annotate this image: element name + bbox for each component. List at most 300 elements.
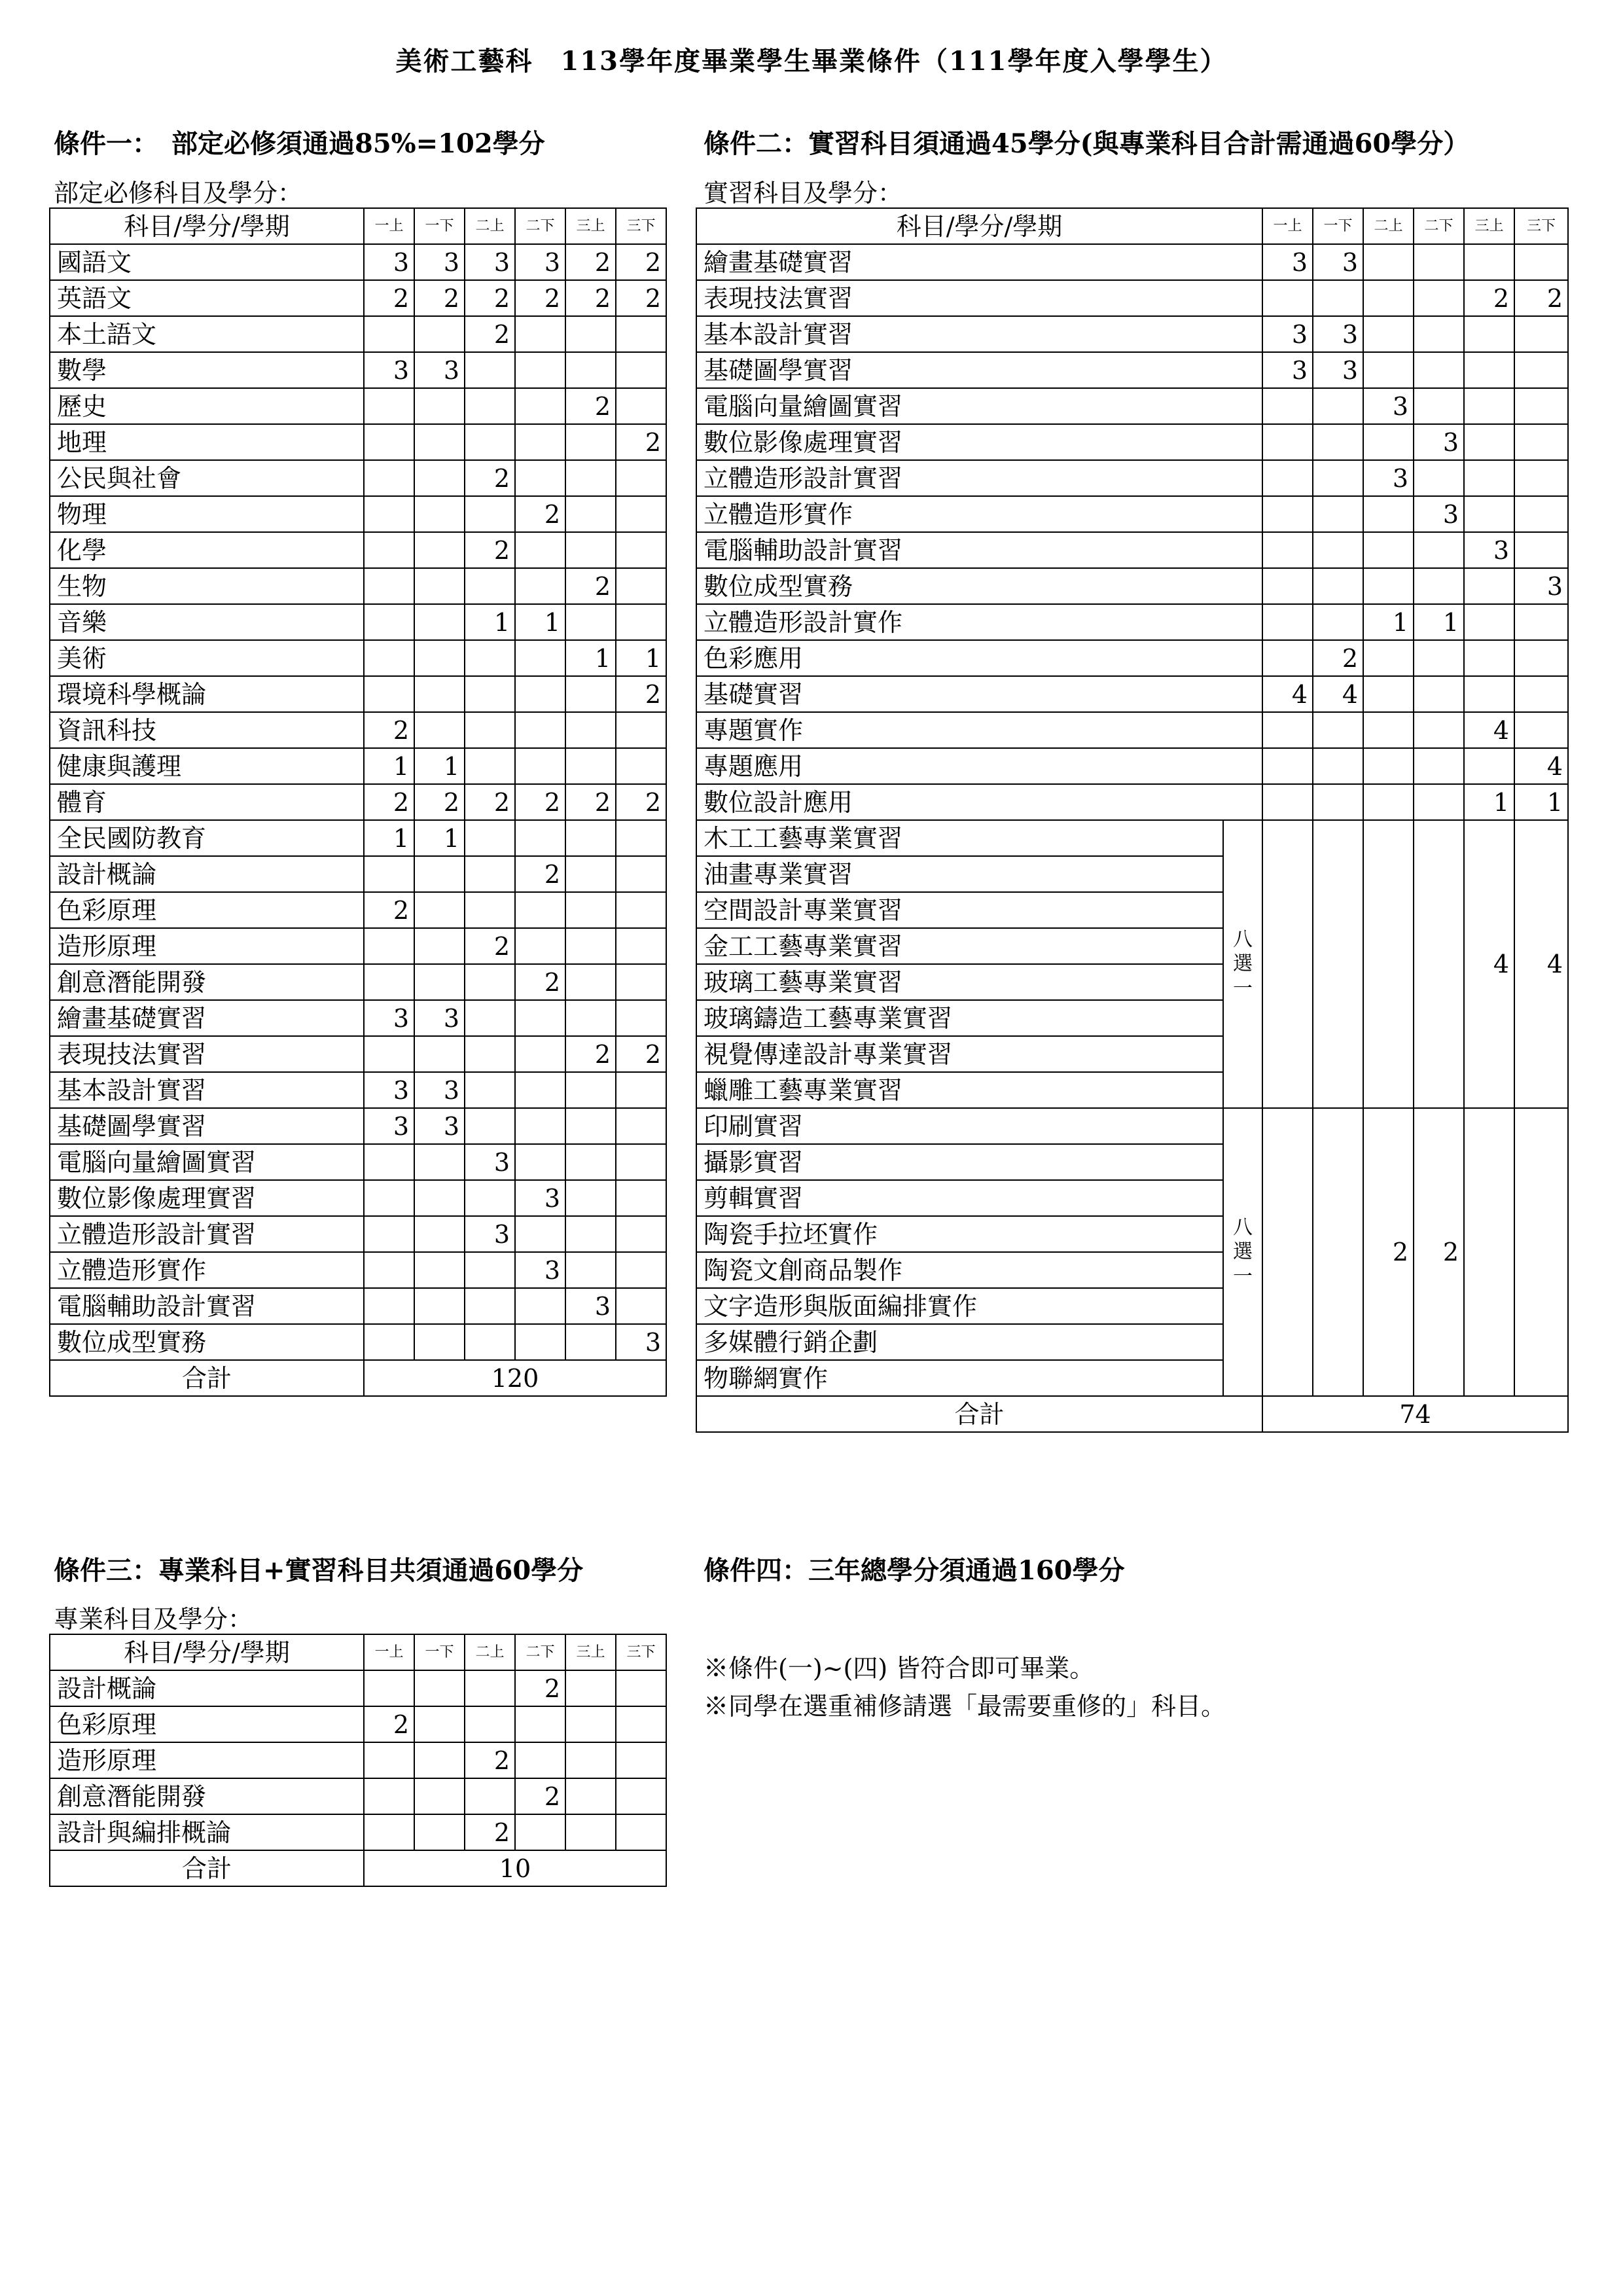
table-row xyxy=(50,928,666,964)
table-row xyxy=(50,784,666,820)
credit-cell: 1 xyxy=(364,748,414,784)
course-name-cell: 油畫專業實習 xyxy=(696,856,1223,892)
table-row xyxy=(50,640,666,676)
credit-cell xyxy=(616,460,666,496)
table-row xyxy=(50,460,666,496)
credit-cell xyxy=(565,928,616,964)
credit-cell xyxy=(1262,460,1313,496)
credit-cell: 3 xyxy=(1514,568,1568,604)
credit-cell xyxy=(465,1072,515,1108)
credit-cell xyxy=(1363,676,1414,712)
credit-cell: 3 xyxy=(1313,316,1363,352)
course-name-cell: 陶瓷手拉坯實作 xyxy=(696,1216,1223,1252)
credit-cell: 4 xyxy=(1464,712,1514,748)
credit-cell xyxy=(1464,568,1514,604)
condition-4-heading: 條件四：三年總學分須通過160學分 xyxy=(704,1555,1125,1586)
table-row xyxy=(50,1324,666,1360)
credit-cell: 3 xyxy=(364,352,414,388)
course-name-cell: 數位成型實務 xyxy=(696,568,1262,604)
credit-cell xyxy=(465,676,515,712)
credit-cell xyxy=(1514,1108,1568,1396)
credit-cell xyxy=(1313,1108,1363,1396)
course-name-cell: 全民國防教育 xyxy=(50,820,364,856)
credit-cell xyxy=(616,1252,666,1288)
header-subject-cell: 科目/學分/學期 xyxy=(696,208,1262,244)
credit-cell: 2 xyxy=(465,1742,515,1778)
course-name-cell: 木工工藝專業實習 xyxy=(696,820,1223,856)
credit-cell xyxy=(465,352,515,388)
credit-cell: 2 xyxy=(465,532,515,568)
credit-cell xyxy=(515,640,565,676)
header-semester-cell: 一上 xyxy=(1262,208,1313,244)
table-row xyxy=(696,748,1568,784)
credit-cell xyxy=(1464,244,1514,280)
credit-cell xyxy=(1262,424,1313,460)
credit-cell xyxy=(414,424,465,460)
credit-cell xyxy=(1414,640,1464,676)
course-name-cell: 歷史 xyxy=(50,388,364,424)
header-semester-cell: 二上 xyxy=(465,208,515,244)
credit-cell xyxy=(1464,424,1514,460)
credit-cell xyxy=(1363,820,1414,1108)
header-semester-cell: 一下 xyxy=(414,208,465,244)
credit-cell xyxy=(616,892,666,928)
credit-cell: 1 xyxy=(465,604,515,640)
table-row xyxy=(696,352,1568,388)
table-row xyxy=(696,496,1568,532)
required-courses-table xyxy=(49,207,667,1397)
credit-cell xyxy=(616,1072,666,1108)
condition-1-caption: 部定必修科目及學分： xyxy=(54,179,303,207)
condition-3-heading: 條件三：專業科目+實習科目共須通過60學分 xyxy=(54,1555,584,1586)
credit-cell xyxy=(565,1670,616,1706)
table-row xyxy=(50,496,666,532)
credit-cell xyxy=(565,460,616,496)
credit-cell xyxy=(565,1814,616,1850)
course-name-cell: 電腦向量繪圖實習 xyxy=(696,388,1262,424)
table-header-row xyxy=(50,1634,666,1670)
credit-cell xyxy=(414,532,465,568)
credit-cell: 1 xyxy=(1363,604,1414,640)
course-name-cell: 專題應用 xyxy=(696,748,1262,784)
credit-cell: 3 xyxy=(515,244,565,280)
course-name-cell: 數位影像處理實習 xyxy=(50,1180,364,1216)
credit-cell xyxy=(414,1144,465,1180)
credit-cell xyxy=(414,856,465,892)
credit-cell xyxy=(465,1288,515,1324)
credit-cell xyxy=(565,1144,616,1180)
credit-cell xyxy=(1464,676,1514,712)
table-row xyxy=(696,676,1568,712)
course-name-cell: 創意潛能開發 xyxy=(50,964,364,1000)
table-row xyxy=(50,604,666,640)
course-name-cell: 英語文 xyxy=(50,280,364,316)
credit-cell xyxy=(1313,748,1363,784)
course-name-cell: 化學 xyxy=(50,532,364,568)
table-row xyxy=(50,1670,666,1706)
credit-cell xyxy=(414,388,465,424)
credit-cell: 4 xyxy=(1313,676,1363,712)
credit-cell xyxy=(515,1072,565,1108)
credit-cell: 1 xyxy=(364,820,414,856)
credit-cell xyxy=(1414,748,1464,784)
credit-cell xyxy=(565,1108,616,1144)
credit-cell xyxy=(1262,748,1313,784)
credit-cell xyxy=(1262,640,1313,676)
condition-2-heading: 條件二：實習科目須通過45學分(與專業科目合計需通過60學分） xyxy=(704,128,1470,159)
credit-cell: 2 xyxy=(515,856,565,892)
course-name-cell: 音樂 xyxy=(50,604,364,640)
header-semester-cell: 一下 xyxy=(1313,208,1363,244)
course-name-cell: 視覺傳達設計專業實習 xyxy=(696,1036,1223,1072)
course-name-cell: 資訊科技 xyxy=(50,712,364,748)
credit-cell xyxy=(1262,280,1313,316)
credit-cell xyxy=(465,1108,515,1144)
credit-cell: 2 xyxy=(465,316,515,352)
credit-cell xyxy=(565,1324,616,1360)
table-row xyxy=(50,820,666,856)
credit-cell xyxy=(1313,496,1363,532)
credit-cell: 2 xyxy=(364,1706,414,1742)
credit-cell xyxy=(616,1742,666,1778)
credit-cell: 2 xyxy=(515,784,565,820)
credit-cell: 4 xyxy=(1514,820,1568,1108)
credit-cell xyxy=(515,1814,565,1850)
course-name-cell: 數位設計應用 xyxy=(696,784,1262,820)
credit-cell xyxy=(565,964,616,1000)
course-name-cell: 地理 xyxy=(50,424,364,460)
credit-cell xyxy=(1514,640,1568,676)
credit-cell xyxy=(1262,784,1313,820)
credit-cell xyxy=(515,892,565,928)
credit-cell xyxy=(364,856,414,892)
table-row xyxy=(50,352,666,388)
practice-courses-table xyxy=(696,207,1569,1433)
credit-cell xyxy=(1313,568,1363,604)
credit-cell xyxy=(565,748,616,784)
credit-cell xyxy=(1313,784,1363,820)
course-name-cell: 體育 xyxy=(50,784,364,820)
credit-cell xyxy=(565,1252,616,1288)
course-name-cell: 數學 xyxy=(50,352,364,388)
table-row xyxy=(50,1288,666,1324)
credit-cell xyxy=(1313,604,1363,640)
credit-cell: 1 xyxy=(1464,784,1514,820)
credit-cell xyxy=(465,856,515,892)
credit-cell xyxy=(565,496,616,532)
credit-cell xyxy=(1514,496,1568,532)
credit-cell xyxy=(1414,784,1464,820)
course-name-cell: 創意潛能開發 xyxy=(50,1778,364,1814)
credit-cell xyxy=(1414,280,1464,316)
credit-cell xyxy=(616,1706,666,1742)
credit-cell xyxy=(1514,352,1568,388)
credit-cell xyxy=(414,1252,465,1288)
credit-cell xyxy=(465,1000,515,1036)
credit-cell xyxy=(565,820,616,856)
course-name-cell: 玻璃鑄造工藝專業實習 xyxy=(696,1000,1223,1036)
table-row xyxy=(696,424,1568,460)
table-row xyxy=(50,1814,666,1850)
credit-cell xyxy=(364,460,414,496)
credit-cell: 1 xyxy=(1514,784,1568,820)
course-name-cell: 美術 xyxy=(50,640,364,676)
note-line: ※同學在選重補修請選「最需要重修的」科目。 xyxy=(704,1692,1226,1721)
credit-cell: 3 xyxy=(1363,460,1414,496)
credit-cell xyxy=(364,1814,414,1850)
credit-cell xyxy=(465,388,515,424)
credit-cell xyxy=(1262,388,1313,424)
course-name-cell: 國語文 xyxy=(50,244,364,280)
credit-cell xyxy=(616,1000,666,1036)
credit-cell xyxy=(616,1180,666,1216)
credit-cell: 1 xyxy=(414,748,465,784)
credit-cell xyxy=(565,316,616,352)
credit-cell: 3 xyxy=(1262,316,1313,352)
total-label-cell: 合計 xyxy=(696,1396,1262,1432)
total-value-cell: 120 xyxy=(364,1360,666,1396)
credit-cell xyxy=(414,1706,465,1742)
table-row xyxy=(50,712,666,748)
course-name-cell: 立體造形實作 xyxy=(50,1252,364,1288)
credit-cell: 2 xyxy=(364,784,414,820)
credit-cell xyxy=(1414,352,1464,388)
table-row xyxy=(696,316,1568,352)
credit-cell xyxy=(465,568,515,604)
credit-cell: 2 xyxy=(616,784,666,820)
credit-cell xyxy=(515,820,565,856)
credit-cell xyxy=(1414,820,1464,1108)
credit-cell xyxy=(616,496,666,532)
table-row xyxy=(50,1216,666,1252)
credit-cell xyxy=(616,928,666,964)
credit-cell: 2 xyxy=(1313,640,1363,676)
credit-cell: 3 xyxy=(1464,532,1514,568)
credit-cell xyxy=(565,892,616,928)
header-semester-cell: 三上 xyxy=(565,1634,616,1670)
credit-cell xyxy=(465,1778,515,1814)
course-name-cell: 色彩原理 xyxy=(50,892,364,928)
credit-cell xyxy=(565,424,616,460)
credit-cell xyxy=(616,1670,666,1706)
credit-cell xyxy=(1514,532,1568,568)
credit-cell xyxy=(565,352,616,388)
credit-cell: 3 xyxy=(364,1000,414,1036)
table-row xyxy=(696,388,1568,424)
credit-cell: 3 xyxy=(1414,496,1464,532)
credit-cell xyxy=(1414,532,1464,568)
credit-cell xyxy=(414,1670,465,1706)
credit-cell xyxy=(465,964,515,1000)
table-row xyxy=(50,532,666,568)
course-name-cell: 色彩原理 xyxy=(50,1706,364,1742)
credit-cell: 4 xyxy=(1262,676,1313,712)
credit-cell xyxy=(1262,820,1313,1108)
credit-cell xyxy=(616,1778,666,1814)
credit-cell xyxy=(465,1252,515,1288)
credit-cell xyxy=(364,640,414,676)
course-name-cell: 表現技法實習 xyxy=(50,1036,364,1072)
credit-cell: 3 xyxy=(616,1324,666,1360)
course-name-cell: 健康與護理 xyxy=(50,748,364,784)
credit-cell: 1 xyxy=(565,640,616,676)
credit-cell xyxy=(515,676,565,712)
elective-row xyxy=(696,820,1568,856)
credit-cell xyxy=(414,568,465,604)
credit-cell: 3 xyxy=(465,1216,515,1252)
credit-cell xyxy=(1414,244,1464,280)
credit-cell xyxy=(1464,352,1514,388)
credit-cell xyxy=(364,1288,414,1324)
table-row xyxy=(50,388,666,424)
credit-cell: 2 xyxy=(616,244,666,280)
credit-cell xyxy=(1414,568,1464,604)
credit-cell xyxy=(515,1144,565,1180)
course-name-cell: 電腦向量繪圖實習 xyxy=(50,1144,364,1180)
credit-cell xyxy=(1464,748,1514,784)
credit-cell xyxy=(1414,676,1464,712)
header-semester-cell: 二上 xyxy=(465,1634,515,1670)
course-name-cell: 基礎圖學實習 xyxy=(696,352,1262,388)
table-row xyxy=(50,1180,666,1216)
course-name-cell: 設計概論 xyxy=(50,1670,364,1706)
credit-cell: 1 xyxy=(414,820,465,856)
table-row xyxy=(50,1144,666,1180)
course-name-cell: 基礎實習 xyxy=(696,676,1262,712)
credit-cell xyxy=(515,388,565,424)
table-row xyxy=(50,1778,666,1814)
credit-cell xyxy=(515,1742,565,1778)
course-name-cell: 電腦輔助設計實習 xyxy=(50,1288,364,1324)
table-row xyxy=(50,676,666,712)
course-name-cell: 立體造形設計實作 xyxy=(696,604,1262,640)
credit-cell xyxy=(1514,460,1568,496)
course-name-cell: 表現技法實習 xyxy=(696,280,1262,316)
condition-1-heading: 條件一： 部定必修須通過85%=102學分 xyxy=(54,128,545,159)
credit-cell: 2 xyxy=(515,964,565,1000)
credit-cell: 3 xyxy=(1262,352,1313,388)
credit-cell xyxy=(616,1144,666,1180)
credit-cell xyxy=(1363,640,1414,676)
credit-cell xyxy=(515,928,565,964)
professional-courses-table xyxy=(49,1634,667,1887)
credit-cell xyxy=(414,1742,465,1778)
credit-cell xyxy=(465,1324,515,1360)
credit-cell xyxy=(414,316,465,352)
credit-cell xyxy=(1313,820,1363,1108)
credit-cell xyxy=(414,676,465,712)
course-name-cell: 攝影實習 xyxy=(696,1144,1223,1180)
credit-cell xyxy=(616,316,666,352)
course-name-cell: 印刷實習 xyxy=(696,1108,1223,1144)
elective-group-label: 八 選 一 xyxy=(1223,1108,1262,1396)
course-name-cell: 繪畫基礎實習 xyxy=(50,1000,364,1036)
credit-cell xyxy=(364,928,414,964)
header-semester-cell: 二下 xyxy=(515,1634,565,1670)
credit-cell: 2 xyxy=(465,928,515,964)
credit-cell xyxy=(1464,388,1514,424)
credit-cell xyxy=(414,1324,465,1360)
total-row xyxy=(50,1850,666,1886)
credit-cell xyxy=(515,460,565,496)
credit-cell xyxy=(515,1706,565,1742)
credit-cell xyxy=(565,1216,616,1252)
credit-cell: 2 xyxy=(414,784,465,820)
credit-cell xyxy=(1363,352,1414,388)
credit-cell xyxy=(565,712,616,748)
credit-cell: 2 xyxy=(364,280,414,316)
total-label-cell: 合計 xyxy=(50,1850,364,1886)
table-row xyxy=(50,1252,666,1288)
credit-cell xyxy=(364,1670,414,1706)
credit-cell xyxy=(1363,784,1414,820)
table-row xyxy=(696,604,1568,640)
course-name-cell: 基礎圖學實習 xyxy=(50,1108,364,1144)
credit-cell: 3 xyxy=(364,1108,414,1144)
credit-cell xyxy=(364,1324,414,1360)
credit-cell xyxy=(1464,496,1514,532)
credit-cell xyxy=(1514,712,1568,748)
credit-cell: 3 xyxy=(1363,388,1414,424)
table-row xyxy=(50,316,666,352)
credit-cell xyxy=(515,748,565,784)
course-name-cell: 數位影像處理實習 xyxy=(696,424,1262,460)
credit-cell xyxy=(414,1814,465,1850)
credit-cell xyxy=(1514,316,1568,352)
credit-cell xyxy=(565,856,616,892)
credit-cell: 1 xyxy=(1414,604,1464,640)
credit-cell xyxy=(465,892,515,928)
credit-cell: 3 xyxy=(414,244,465,280)
table-row xyxy=(696,568,1568,604)
header-semester-cell: 一上 xyxy=(364,208,414,244)
course-name-cell: 造形原理 xyxy=(50,928,364,964)
credit-cell xyxy=(565,1000,616,1036)
credit-cell xyxy=(515,1216,565,1252)
table-row xyxy=(696,532,1568,568)
course-name-cell: 專題實作 xyxy=(696,712,1262,748)
credit-cell xyxy=(465,1670,515,1706)
notes xyxy=(704,1649,1226,1725)
table-row xyxy=(696,460,1568,496)
table-row xyxy=(50,1742,666,1778)
credit-cell xyxy=(364,388,414,424)
credit-cell xyxy=(414,460,465,496)
credit-cell xyxy=(364,1144,414,1180)
credit-cell xyxy=(565,1778,616,1814)
course-name-cell: 繪畫基礎實習 xyxy=(696,244,1262,280)
credit-cell xyxy=(364,676,414,712)
course-name-cell: 立體造形設計實習 xyxy=(50,1216,364,1252)
credit-cell xyxy=(414,892,465,928)
credit-cell xyxy=(1262,604,1313,640)
credit-cell xyxy=(414,640,465,676)
credit-cell xyxy=(1514,676,1568,712)
table-row xyxy=(50,244,666,280)
credit-cell: 2 xyxy=(515,1778,565,1814)
course-name-cell: 陶瓷文創商品製作 xyxy=(696,1252,1223,1288)
credit-cell xyxy=(364,1778,414,1814)
credit-cell xyxy=(414,964,465,1000)
credit-cell: 2 xyxy=(1464,280,1514,316)
credit-cell xyxy=(1262,1108,1313,1396)
credit-cell xyxy=(616,1288,666,1324)
credit-cell: 1 xyxy=(515,604,565,640)
total-row xyxy=(50,1360,666,1396)
course-name-cell: 玻璃工藝專業實習 xyxy=(696,964,1223,1000)
total-value-cell: 74 xyxy=(1262,1396,1568,1432)
credit-cell xyxy=(364,1742,414,1778)
